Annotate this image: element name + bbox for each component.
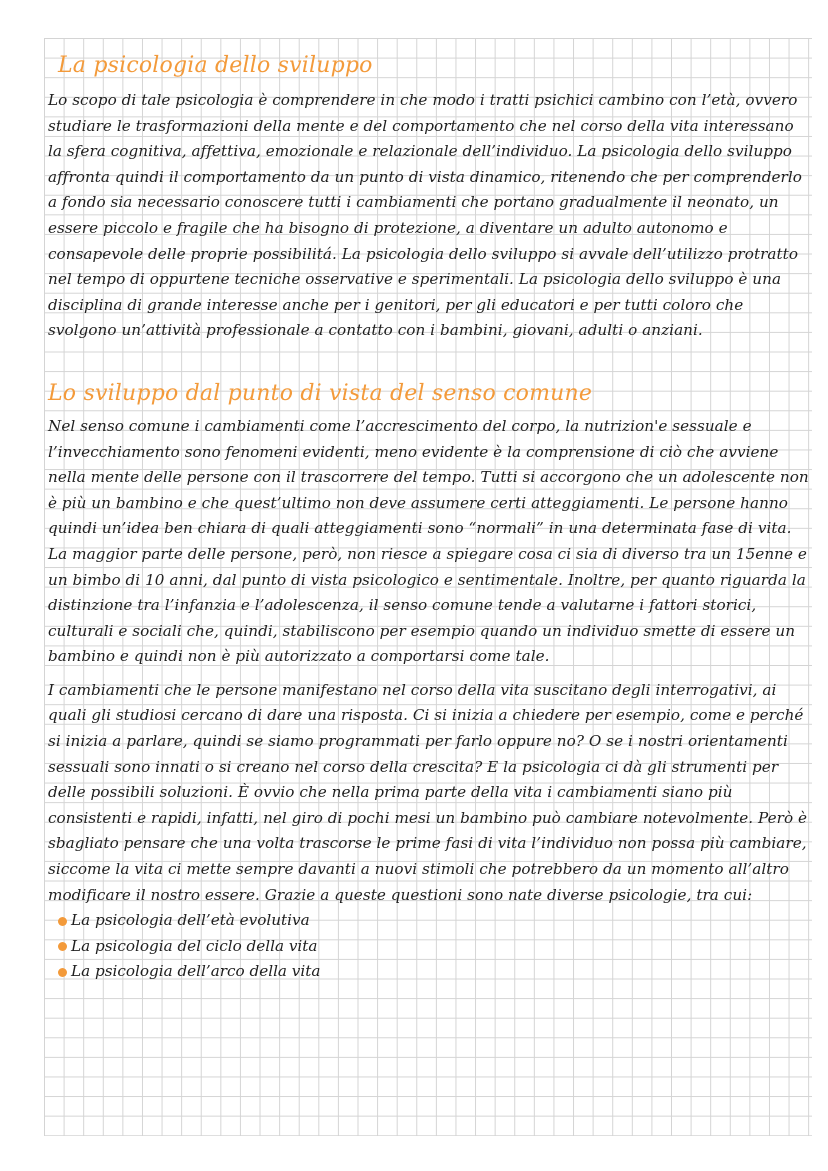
psychology-types-list <box>48 908 812 985</box>
section-title-psicologia-sviluppo: La psicologia dello sviluppo <box>58 53 373 78</box>
section2-paragraph-1: Nel senso comune i cambiamenti come l’accrescimento del corpo, la nutrizion'e sessuale e l’invecchiamento sono fenomeni evidenti, meno evidente è la comprensione di ciò che avviene nella mente delle persone con il trascorrere del tempo. Tutti si accorgono che un adolescente non è più un bambino e che quest’ultimo non deve assumere certi atteggiamenti. Le persone hanno quindi un’idea ben chiara di quali atteggiamenti sono “normali” in una determinata fase di vita. La maggior parte delle persone, però, non riesce a spiegare cosa ci sia di diverso tra un 15enne e un bimbo di 10 anni, dal punto di vista psicologico e sentimentale. Inoltre, per quanto riguarda la distinzione tra l’infanzia e l’adolescenza, il senso comune tende a valutarne i fattori storici, culturali e sociali che, quindi, stabiliscono per esempio quando un individuo smette di essere un bambino e quindi non è più autorizzato a comportarsi come tale. <box>48 416 809 666</box>
section1-paragraph: Lo scopo di tale psicologia è comprendere in che modo i tratti psichici cambino con l’età, ovvero studiare le trasformazioni della mente e del comportamento che nel corso della vita interessano la sfera cognitiva, affettiva, emozionale e relazionale dell’individuo. La psicologia dello sviluppo affronta quindi il comportamento da un punto di vista dinamico, ritenendo che per comprenderlo a fondo sia necessario conoscere tutti i cambiamenti che portano gradualmente il neonato, un essere piccolo e fragile che ha bisogno di protezione, a diventare un adulto autonomo e consapevole delle proprie possibilitá. La psicologia dello sviluppo si avvale dell’utilizzo protratto nel tempo di oppurtene tecniche osservative e sperimentali. La psicologia dello sviluppo è una disciplina di grande interesse anche per i genitori, per gli educatori e per tutti coloro che svolgono un’attività professionale a contatto con i bambini, giovani, adulti o anziani. <box>48 91 802 340</box>
section2-paragraph-2: I cambiamenti che le persone manifestano nel corso della vita suscitano degli interrogativi, ai quali gli studiosi cercano di dare una risposta. Ci si inizia a chiedere per esempio, come e perché si inizia a parlare, quindi se siamo programmati per farlo oppure no? O se i nostri orientamenti sessuali sono innati o si creano nel corso della crescita? E la psicologia ci dà gli strumenti per delle possibili soluzioni. È ovvio che nella prima parte della vita i cambiamenti siano più consistenti e rapidi, infatti, nel giro di pochi mesi un bambino può cambiare notevolmente. Però è sbagliato pensare che una volta trascorse le prime fasi di vita l’individuo non possa più cambiare, siccome la vita ci mette sempre davanti a nuovi stimoli che potrebbero da un momento all’altro modificare il nostro essere. Grazie a queste questioni sono nate diverse psicologie, tra cui: <box>48 680 808 904</box>
list-item-text: La psicologia del ciclo della vita <box>71 936 318 955</box>
bullet-icon <box>58 942 67 951</box>
section-title-senso-comune: Lo sviluppo dal punto di vista del senso comune <box>48 380 593 406</box>
list-item <box>58 908 812 934</box>
document-content <box>48 52 812 985</box>
bullet-icon <box>58 968 67 977</box>
list-item-text: La psicologia dell’età evolutiva <box>71 911 310 930</box>
bullet-icon <box>58 917 67 926</box>
list-item <box>58 934 812 960</box>
list-item-text: La psicologia dell’arco della vita <box>71 962 321 981</box>
list-item <box>58 959 812 985</box>
